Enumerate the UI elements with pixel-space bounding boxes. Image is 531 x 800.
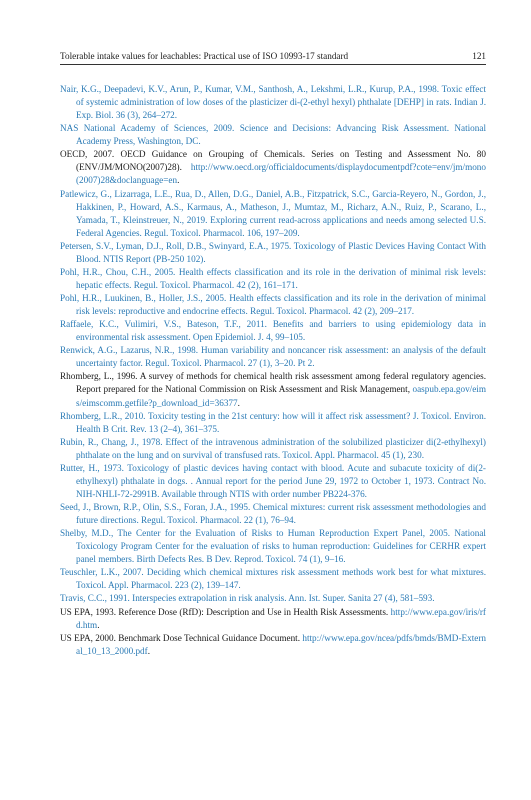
reference-url[interactable]: http://www.epa.gov/iris/rfd.htm [76,606,486,630]
reference-entry[interactable]: Seed, J., Brown, R.P., Olin, S.S., Foran, J.A., 1995. Chemical mixtures: current risk assessment methodologies and future directions. Regul. Toxicol. Pharmacol. 22 (1), 76–94. [60,502,486,526]
running-header [60,50,486,62]
reference-entry: US EPA, 2000. Benchmark Dose Technical Guidance Document. http://www.epa.gov/ncea/pdfs/bmds/BMD-External_10_13_2000.pdf. [60,632,486,656]
reference-url[interactable]: http://www.oecd.org/officialdocuments/displaydocumentpdf?cote=env/jm/mono(2007)28&doclanguage=en [76,162,486,186]
reference-entry[interactable]: Rhomberg, L.R., 2010. Toxicity testing in the 21st century: how will it affect risk assessment? J. Toxicol. Environ. Health B Crit. Rev. 13 (2–4), 361–375. [60,410,486,434]
reference-url[interactable]: oaspub.epa.gov/eims/eimscomm.getfile?p_download_id=36377 [76,384,486,408]
reference-entry[interactable]: Rubin, R., Chang, J., 1978. Effect of the intravenous administration of the solubilized plasticizer di(2-ethylhexyl) phthalate on the lung and on survival of transfused rats. Toxicol. Appl. Pharmacol. 45 (1), 230. [60,436,486,460]
running-title: Tolerable intake values for leachables: Practical use of ISO 10993-17 standard [60,51,349,61]
reference-entry[interactable]: NAS National Academy of Sciences, 2009. Science and Decisions: Advancing Risk Assessment. National Academy Press, Washington, DC. [60,123,486,147]
reference-url[interactable]: http://www.epa.gov/ncea/pdfs/bmds/BMD-External_10_13_2000.pdf [76,632,486,656]
reference-list [60,83,486,658]
reference-entry[interactable]: Raffaele, K.C., Vulimiri, V.S., Bateson, T.F., 2011. Benefits and barriers to using epidemiology data in environmental risk assessment. Open Epidemiol. J. 4, 99–105. [60,319,486,343]
reference-entry[interactable]: Teuschler, L.K., 2007. Deciding which chemical mixtures risk assessment methods work best for what mixtures. Toxicol. Appl. Pharmacol. 223 (2), 139–147. [60,567,486,591]
reference-entry: OECD, 2007. OECD Guidance on Grouping of Chemicals. Series on Testing and Assessment No. 80 (ENV/JM/MONO(2007)28). http://www.oecd.org/officialdocuments/displaydocumentpdf?cote=env/jm/mono(2007)28&doclanguage=en. [60,149,486,186]
reference-entry[interactable]: Travis, C.C., 1991. Interspecies extrapolation in risk analysis. Ann. Ist. Super. Sanita 27 (4), 581–593. [60,593,435,604]
reference-entry[interactable]: Pohl, H.R., Chou, C.H., 2005. Health effects classification and its role in the derivation of minimal risk levels: hepatic effects. Regul. Toxicol. Pharmacol. 42 (2), 161–171. [60,266,486,290]
reference-entry: Rhomberg, L., 1996. A survey of methods for chemical health risk assessment among federal regulatory agencies. Report prepared for the National Commission on Risk Assessment and Risk Management, oaspub.epa.gov/eims/eimscomm.getfile?p_download_id=36377. [60,371,486,408]
reference-entry[interactable]: Petersen, S.V., Lyman, D.J., Roll, D.B., Swinyard, E.A., 1975. Toxicology of Plastic Devices Having Contact With Blood. NTIS Report (PB-250 102). [60,240,486,264]
reference-entry[interactable]: Pohl, H.R., Luukinen, B., Holler, J.S., 2005. Health effects classification and its role in the derivation of minimal risk levels: reproductive and endocrine effects. Regul. Toxicol. Pharmacol. 42 (2), 209–217. [60,293,486,317]
header-rule [60,64,486,65]
page-number: 121 [472,51,486,61]
reference-entry[interactable]: Renwick, A.G., Lazarus, N.R., 1998. Human variability and noncancer risk assessment: an analysis of the default uncertainty factor. Regul. Toxicol. Pharmacol. 27 (1), 3–20. Pt 2. [60,345,486,369]
reference-entry[interactable]: Nair, K.G., Deepadevi, K.V., Arun, P., Kumar, V.M., Santhosh, A., Lekshmi, L.R., Kurup, P.A., 1998. Toxic effect of systemic administration of low doses of the plasticizer di-(2-ethyl hexyl) phthalate [DEHP] in rats. Indian J. Exp. Biol. 36 (3), 264–272. [60,84,486,121]
reference-entry[interactable]: Patlewicz, G., Lizarraga, L.E., Rua, D., Allen, D.G., Daniel, A.B., Fitzpatrick, S.C., Garcia-Reyero, N., Gordon, J., Hakkinen, P., Howard, A.S., Karmaus, A., Matheson, J., Mumtaz, M., Richarz, A.N., Ruiz, P., Scarano, L., Yamada, T., Kleinstreuer, N., 2019. Exploring current read-across applications and needs among selected U.S. Federal Agencies. Regul. Toxicol. Pharmacol. 106, 197–209. [60,188,486,238]
reference-entry[interactable]: Shelby, M.D., The Center for the Evaluation of Risks to Human Reproduction Expert Panel, 2005. National Toxicology Program Center for the evaluation of risks to human reproduction: Guidelines for CERHR expert panel members. Birth Defects Res. B Dev. Reprod. Toxicol. 74 (1), 9–16. [60,528,486,565]
reference-entry: US EPA, 1993. Reference Dose (RfD): Description and Use in Health Risk Assessments. http://www.epa.gov/iris/rfd.htm. [60,606,486,630]
reference-entry[interactable]: Rutter, H., 1973. Toxicology of plastic devices having contact with blood. Acute and subacute toxicity of di(2-ethylhexyl) phthalate in dogs. . Annual report for the period June 29, 1972 to October 1, 1973. Contract No. NIH-NHLI-72-2991B. Available through NTIS with order number PB224-376. [60,462,486,499]
